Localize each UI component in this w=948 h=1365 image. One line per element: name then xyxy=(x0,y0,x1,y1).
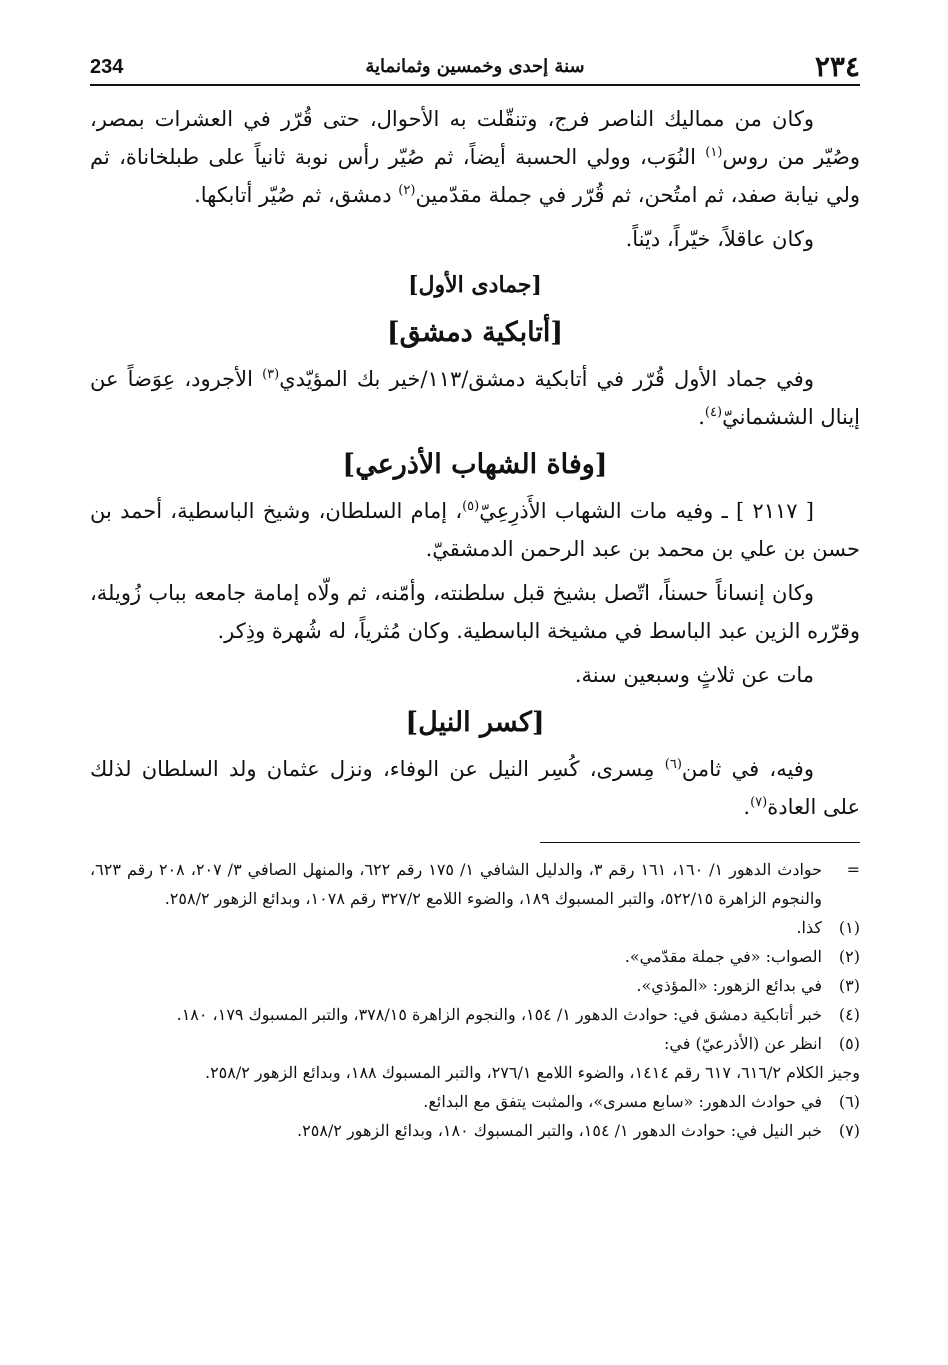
footnote-separator xyxy=(540,842,860,843)
adhrai-paragraph-3: مات عن ثلاثٍ وسبعين سنة. xyxy=(574,663,814,687)
text-run: دمشق، ثم صُيّر أتابكها. xyxy=(194,183,399,207)
footnote-5 xyxy=(90,1029,860,1058)
page-header xyxy=(90,48,860,86)
text-run: وفيه، في ثامن xyxy=(681,757,814,781)
main-text xyxy=(90,100,860,826)
footnote-text: في بدائع الزهور: «المؤذي». xyxy=(636,976,822,995)
heading-adhrai: [وفاة الشهاب الأذرعي] xyxy=(342,449,608,480)
footnote-2 xyxy=(90,942,860,971)
intro-paragraph-2: وكان عاقلاً، خيّراً، ديّناً. xyxy=(625,227,814,251)
footnote-3 xyxy=(90,971,860,1000)
footnote-4 xyxy=(90,1000,860,1029)
footnote-ref-3: (٣) xyxy=(262,367,280,382)
footnote-text: كذا. xyxy=(796,918,822,937)
footnote-text: خبر أتابكية دمشق في: حوادث الدهور ١/ ١٥٤، والنجوم الزاهرة ٣٧٨/١٥، والتبر المسبوك ١٧٩، ١٨٠. xyxy=(176,1005,822,1024)
footnote-6 xyxy=(90,1087,860,1116)
text-run: [ ٢١١٧ ] ـ وفيه مات الشهاب الأَذرِعِيّ xyxy=(479,499,814,523)
text-run: . xyxy=(698,405,705,429)
footnotes xyxy=(90,855,860,1145)
footnote-mark: (١) xyxy=(838,918,860,937)
footnote-ref-4: (٤) xyxy=(704,405,723,420)
adhrai-paragraph-2: وكان إنساناً حسناً، اتّصل بشيخ قبل سلطنته، وأمّنه، ثم ولّاه إمامة جامعه بباب زُويلة، وقرّره الزين عبد الباسط في مشيخة الباسطية. وكان مُثرياً، له شُهرة وذِكر. xyxy=(90,581,860,643)
text-run: . xyxy=(743,795,751,819)
footnote-mark: (٤) xyxy=(838,1005,860,1024)
atabakiya-paragraph xyxy=(90,360,860,436)
running-title: سنة إحدى وخمسين وثمانماية xyxy=(365,56,585,77)
nile-paragraph xyxy=(90,750,860,826)
text-run: ، إمام السلطان، وشيخ الباسطية، أحمد بن حسن بن علي بن محمد بن عبد الرحمن الدمشقيّ. xyxy=(90,499,860,561)
footnote-mark: = xyxy=(846,860,860,879)
footnote-ref-1: (١) xyxy=(705,145,723,160)
intro-paragraph-1 xyxy=(90,100,860,214)
footnote-5-continuation: وجيز الكلام ٦١٦/٢، ٦١٧ رقم ١٤١٤، والضوء اللامع ٢٧٦/١، والتبر المسبوك ١٨٨، وبدائع الزهور ٢٥٨/٢. xyxy=(204,1063,860,1082)
footnote-ref-7: (٧) xyxy=(750,795,768,810)
footnote-ref-5: (٥) xyxy=(462,499,480,514)
text-run: النُوَب، وولي الحسبة أيضاً، ثم صُيّر رأس نوبة ثانياً على طبلخاناة، ثم ولي نيابة صفد، ثم امتُحن، ثم قُرّر في جملة مقدّمين xyxy=(90,145,860,207)
footnote-7 xyxy=(90,1116,860,1145)
footnote-ref-2: (٢) xyxy=(398,183,416,198)
footnote-1 xyxy=(90,913,860,942)
adhrai-paragraph-1 xyxy=(90,492,860,568)
text-run: مِسرى، كُسِر النيل عن الوفاء، ونزل عثمان ولد السلطان لذلك على العادة xyxy=(90,757,860,819)
heading-atabakiya: [أتابكية دمشق] xyxy=(386,317,564,348)
heading-nile: [كسر النيل] xyxy=(405,707,545,738)
footnote-mark: (٣) xyxy=(838,976,860,995)
footnote-mark: (٢) xyxy=(838,947,860,966)
page-number-arabic: ٢٣٤ xyxy=(814,50,860,83)
page-number-latin: 234 xyxy=(90,56,124,78)
footnote-text: الصواب: «في جملة مقدّمي». xyxy=(624,947,822,966)
heading-jumada: [جمادى الأول] xyxy=(408,272,542,298)
footnote-ref-6: (٦) xyxy=(664,757,682,772)
text-run: وكان من مماليك الناصر فرج، وتنقّلت به الأحوال، حتى قُرّر في العشرات بمصر، وصُيّر من روس xyxy=(90,107,860,169)
footnote-continuation xyxy=(90,855,860,913)
text-run: وفي جماد الأول قُرّر في أتابكية دمشق/١١٣/خير بك المؤيّدي xyxy=(279,367,814,391)
footnote-text: حوادث الدهور ١/ ١٦٠، ١٦١ رقم ٣، والدليل الشافي ١/ ١٧٥ رقم ٦٢٢، والمنهل الصافي ٣/ ٢٠٧، ٢٠٨ رقم ٦٢٣، والنجوم الزاهرة ٥٢٢/١٥، والتبر المسبوك ١٨٩، والضوء اللامع ٣٢٧/٢ رقم ١٠٧٨، وبدائع الزهور ٢٥٨/٢. xyxy=(90,860,823,908)
footnote-mark: (٦) xyxy=(838,1092,860,1111)
text-run: الأجرود، عِوَضاً عن إينال الششمانيّ xyxy=(90,367,860,429)
footnote-text: انظر عن (الأذرعيّ) في: xyxy=(664,1034,822,1053)
footnote-mark: (٥) xyxy=(838,1034,860,1053)
book-page xyxy=(90,48,860,1328)
footnote-text: خبر النيل في: حوادث الدهور ١/ ١٥٤، والتبر المسبوك ١٨٠، وبدائع الزهور ٢٥٨/٢. xyxy=(297,1121,822,1140)
footnote-text: في حوادث الدهور: «سابع مسرى»، والمثبت يتفق مع البدائع. xyxy=(423,1092,822,1111)
footnote-mark: (٧) xyxy=(838,1121,860,1140)
